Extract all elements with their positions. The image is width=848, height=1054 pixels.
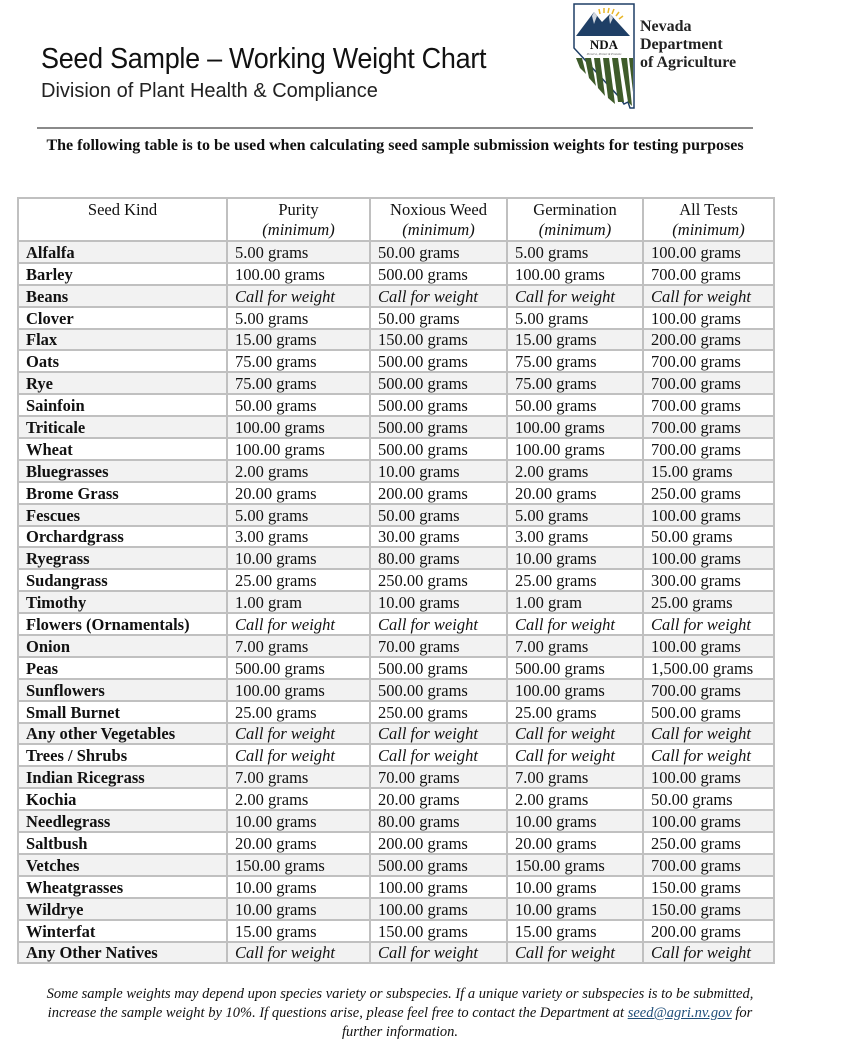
all-tests-cell: 250.00 grams xyxy=(643,482,774,504)
intro-text: The following table is to be used when calculating seed sample submission weights for testing purposes xyxy=(46,137,744,154)
column-header-label: Purity xyxy=(278,200,319,219)
all-tests-cell: 700.00 grams xyxy=(643,394,774,416)
purity-cell: 5.00 grams xyxy=(227,504,370,526)
seed-kind-cell: Saltbush xyxy=(18,832,227,854)
purity-cell: 25.00 grams xyxy=(227,569,370,591)
noxious-weed-cell: 100.00 grams xyxy=(370,876,507,898)
germination-cell: 25.00 grams xyxy=(507,569,643,591)
purity-cell: 100.00 grams xyxy=(227,438,370,460)
noxious-weed-cell: 500.00 grams xyxy=(370,394,507,416)
all-tests-cell: 100.00 grams xyxy=(643,547,774,569)
footnote-text-end: for further information. xyxy=(341,1005,753,1040)
noxious-weed-cell: 500.00 grams xyxy=(370,416,507,438)
all-tests-cell: 100.00 grams xyxy=(643,810,774,832)
all-tests-cell: 300.00 grams xyxy=(643,569,774,591)
noxious-weed-cell: 200.00 grams xyxy=(370,482,507,504)
noxious-weed-cell: 80.00 grams xyxy=(370,547,507,569)
noxious-weed-cell: 500.00 grams xyxy=(370,350,507,372)
table-row xyxy=(18,350,774,372)
seed-kind-cell: Kochia xyxy=(18,788,227,810)
svg-text:Preserve, Protect & Promote: Preserve, Protect & Promote xyxy=(586,52,622,56)
purity-cell: 3.00 grams xyxy=(227,526,370,548)
germination-cell: 25.00 grams xyxy=(507,701,643,723)
page-title: Seed Sample – Working Weight Chart xyxy=(41,43,487,75)
noxious-weed-cell: 50.00 grams xyxy=(370,504,507,526)
seed-kind-cell: Onion xyxy=(18,635,227,657)
column-header-germination xyxy=(507,198,643,241)
purity-cell: Call for weight xyxy=(227,613,370,635)
all-tests-cell: 100.00 grams xyxy=(643,635,774,657)
seed-kind-cell: Orchardgrass xyxy=(18,526,227,548)
seed-kind-cell: Wheat xyxy=(18,438,227,460)
table-row xyxy=(18,526,774,548)
logo-org-line: of Agriculture xyxy=(640,54,737,71)
germination-cell: 20.00 grams xyxy=(507,832,643,854)
purity-cell: 7.00 grams xyxy=(227,766,370,788)
logo-org-line: Department xyxy=(640,36,723,53)
seed-kind-cell: Brome Grass xyxy=(18,482,227,504)
seed-kind-cell: Clover xyxy=(18,307,227,329)
table-row xyxy=(18,482,774,504)
seed-kind-cell: Vetches xyxy=(18,854,227,876)
table-row xyxy=(18,898,774,920)
table-row xyxy=(18,854,774,876)
germination-cell: 7.00 grams xyxy=(507,766,643,788)
table-header-row xyxy=(18,198,774,241)
purity-cell: 150.00 grams xyxy=(227,854,370,876)
purity-cell: Call for weight xyxy=(227,723,370,745)
purity-cell: 1.00 gram xyxy=(227,591,370,613)
purity-cell: 5.00 grams xyxy=(227,241,370,263)
germination-cell: 100.00 grams xyxy=(507,438,643,460)
table-row xyxy=(18,547,774,569)
logo-org-name xyxy=(640,18,736,72)
noxious-weed-cell: 500.00 grams xyxy=(370,263,507,285)
germination-cell: 1.00 gram xyxy=(507,591,643,613)
germination-cell: Call for weight xyxy=(507,285,643,307)
germination-cell: 100.00 grams xyxy=(507,679,643,701)
purity-cell: Call for weight xyxy=(227,744,370,766)
all-tests-cell: 25.00 grams xyxy=(643,591,774,613)
noxious-weed-cell: 500.00 grams xyxy=(370,854,507,876)
germination-cell: 5.00 grams xyxy=(507,307,643,329)
purity-cell: 15.00 grams xyxy=(227,329,370,351)
noxious-weed-cell: 250.00 grams xyxy=(370,569,507,591)
seed-kind-cell: Small Burnet xyxy=(18,701,227,723)
purity-cell: Call for weight xyxy=(227,942,370,964)
column-header-sub: (minimum) xyxy=(672,220,745,239)
purity-cell: 100.00 grams xyxy=(227,416,370,438)
purity-cell: 7.00 grams xyxy=(227,635,370,657)
noxious-weed-cell: 20.00 grams xyxy=(370,788,507,810)
seed-kind-cell: Fescues xyxy=(18,504,227,526)
seed-kind-cell: Rye xyxy=(18,372,227,394)
germination-cell: 15.00 grams xyxy=(507,329,643,351)
seed-kind-cell: Sudangrass xyxy=(18,569,227,591)
noxious-weed-cell: 200.00 grams xyxy=(370,832,507,854)
page-subtitle: Division of Plant Health & Compliance xyxy=(41,80,378,102)
footnote-text: Some sample weights may depend upon species variety or subspecies. If a unique variety or subspecies is to be submitted, increase the sample weight by 10%. If questions arise, please feel free to contact the Department at xyxy=(46,986,754,1021)
noxious-weed-cell: 70.00 grams xyxy=(370,766,507,788)
germination-cell: 10.00 grams xyxy=(507,876,643,898)
column-header-sub: (minimum) xyxy=(538,220,612,239)
noxious-weed-cell: Call for weight xyxy=(370,613,507,635)
all-tests-cell: 700.00 grams xyxy=(643,263,774,285)
seed-kind-cell: Ryegrass xyxy=(18,547,227,569)
purity-cell: 50.00 grams xyxy=(227,394,370,416)
table-row xyxy=(18,723,774,745)
all-tests-cell: 200.00 grams xyxy=(643,920,774,942)
column-header-noxious-weed xyxy=(370,198,507,241)
germination-cell: 150.00 grams xyxy=(507,854,643,876)
table-row xyxy=(18,788,774,810)
all-tests-cell: 700.00 grams xyxy=(643,372,774,394)
germination-cell: Call for weight xyxy=(507,723,643,745)
column-header-label: Noxious Weed xyxy=(390,200,487,219)
email-link[interactable]: seed@agri.nv.gov xyxy=(627,1005,732,1021)
germination-cell: 50.00 grams xyxy=(507,394,643,416)
germination-cell: 2.00 grams xyxy=(507,788,643,810)
purity-cell: 75.00 grams xyxy=(227,350,370,372)
all-tests-cell: 100.00 grams xyxy=(643,766,774,788)
seed-kind-cell: Any other Vegetables xyxy=(18,723,227,745)
germination-cell: 100.00 grams xyxy=(507,416,643,438)
table-row xyxy=(18,810,774,832)
footnote xyxy=(30,985,770,1042)
seed-kind-cell: Any Other Natives xyxy=(18,942,227,964)
germination-cell: 10.00 grams xyxy=(507,547,643,569)
purity-cell: 2.00 grams xyxy=(227,788,370,810)
all-tests-cell: 100.00 grams xyxy=(643,241,774,263)
all-tests-cell: 700.00 grams xyxy=(643,350,774,372)
table-row xyxy=(18,744,774,766)
table-row xyxy=(18,701,774,723)
noxious-weed-cell: 10.00 grams xyxy=(370,591,507,613)
seed-kind-cell: Bluegrasses xyxy=(18,460,227,482)
table-row xyxy=(18,613,774,635)
germination-cell: 75.00 grams xyxy=(507,372,643,394)
all-tests-cell: Call for weight xyxy=(643,723,774,745)
table-row xyxy=(18,241,774,263)
table-row xyxy=(18,416,774,438)
table-row xyxy=(18,460,774,482)
seed-kind-cell: Flowers (Ornamentals) xyxy=(18,613,227,635)
noxious-weed-cell: 50.00 grams xyxy=(370,241,507,263)
table-row xyxy=(18,504,774,526)
table-body xyxy=(18,241,774,963)
seed-kind-cell: Peas xyxy=(18,657,227,679)
all-tests-cell: 1,500.00 grams xyxy=(643,657,774,679)
purity-cell: 5.00 grams xyxy=(227,307,370,329)
all-tests-cell: 250.00 grams xyxy=(643,832,774,854)
purity-cell: 100.00 grams xyxy=(227,679,370,701)
all-tests-cell: Call for weight xyxy=(643,942,774,964)
table-row xyxy=(18,766,774,788)
all-tests-cell: 700.00 grams xyxy=(643,416,774,438)
noxious-weed-cell: 50.00 grams xyxy=(370,307,507,329)
column-header-label: Germination xyxy=(533,200,617,219)
noxious-weed-cell: Call for weight xyxy=(370,285,507,307)
all-tests-cell: Call for weight xyxy=(643,744,774,766)
seed-kind-cell: Timothy xyxy=(18,591,227,613)
seed-kind-cell: Indian Ricegrass xyxy=(18,766,227,788)
all-tests-cell: 200.00 grams xyxy=(643,329,774,351)
noxious-weed-cell: 150.00 grams xyxy=(370,920,507,942)
logo-org-line: Nevada xyxy=(640,18,692,35)
seed-weight-table xyxy=(17,197,775,964)
table-row xyxy=(18,920,774,942)
purity-cell: 20.00 grams xyxy=(227,832,370,854)
germination-cell: 20.00 grams xyxy=(507,482,643,504)
purity-cell: 100.00 grams xyxy=(227,263,370,285)
noxious-weed-cell: Call for weight xyxy=(370,723,507,745)
nda-logo xyxy=(572,2,638,110)
seed-kind-cell: Alfalfa xyxy=(18,241,227,263)
noxious-weed-cell: 500.00 grams xyxy=(370,657,507,679)
table-row xyxy=(18,394,774,416)
purity-cell: 2.00 grams xyxy=(227,460,370,482)
noxious-weed-cell: 500.00 grams xyxy=(370,372,507,394)
table-row xyxy=(18,569,774,591)
seed-kind-cell: Sainfoin xyxy=(18,394,227,416)
germination-cell: 10.00 grams xyxy=(507,898,643,920)
table-row xyxy=(18,876,774,898)
all-tests-cell: 700.00 grams xyxy=(643,854,774,876)
purity-cell: 25.00 grams xyxy=(227,701,370,723)
nevada-state-logo-icon xyxy=(572,2,638,110)
all-tests-cell: 100.00 grams xyxy=(643,504,774,526)
all-tests-cell: 700.00 grams xyxy=(643,438,774,460)
column-header-purity xyxy=(227,198,370,241)
header-divider xyxy=(37,127,753,129)
germination-cell: Call for weight xyxy=(507,613,643,635)
germination-cell: 7.00 grams xyxy=(507,635,643,657)
seed-kind-cell: Oats xyxy=(18,350,227,372)
purity-cell: 500.00 grams xyxy=(227,657,370,679)
germination-cell: 75.00 grams xyxy=(507,350,643,372)
noxious-weed-cell: Call for weight xyxy=(370,744,507,766)
purity-cell: 10.00 grams xyxy=(227,898,370,920)
all-tests-cell: 500.00 grams xyxy=(643,701,774,723)
noxious-weed-cell: 10.00 grams xyxy=(370,460,507,482)
purity-cell: 20.00 grams xyxy=(227,482,370,504)
table-row xyxy=(18,942,774,964)
seed-kind-cell: Needlegrass xyxy=(18,810,227,832)
germination-cell: 10.00 grams xyxy=(507,810,643,832)
seed-kind-cell: Flax xyxy=(18,329,227,351)
all-tests-cell: Call for weight xyxy=(643,613,774,635)
noxious-weed-cell: 500.00 grams xyxy=(370,679,507,701)
purity-cell: 10.00 grams xyxy=(227,547,370,569)
all-tests-cell: 50.00 grams xyxy=(643,526,774,548)
all-tests-cell: 15.00 grams xyxy=(643,460,774,482)
noxious-weed-cell: 250.00 grams xyxy=(370,701,507,723)
seed-kind-cell: Beans xyxy=(18,285,227,307)
seed-kind-cell: Wheatgrasses xyxy=(18,876,227,898)
table-row xyxy=(18,307,774,329)
column-header-all-tests xyxy=(643,198,774,241)
purity-cell: 15.00 grams xyxy=(227,920,370,942)
table-row xyxy=(18,285,774,307)
column-header-sub: (minimum) xyxy=(262,220,335,239)
table-row xyxy=(18,263,774,285)
germination-cell: 5.00 grams xyxy=(507,504,643,526)
table-row xyxy=(18,635,774,657)
purity-cell: 10.00 grams xyxy=(227,876,370,898)
germination-cell: 2.00 grams xyxy=(507,460,643,482)
seed-kind-cell: Triticale xyxy=(18,416,227,438)
germination-cell: 100.00 grams xyxy=(507,263,643,285)
all-tests-cell: 150.00 grams xyxy=(643,898,774,920)
germination-cell: 500.00 grams xyxy=(507,657,643,679)
noxious-weed-cell: 80.00 grams xyxy=(370,810,507,832)
seed-kind-cell: Trees / Shrubs xyxy=(18,744,227,766)
noxious-weed-cell: 30.00 grams xyxy=(370,526,507,548)
germination-cell: 15.00 grams xyxy=(507,920,643,942)
table-row xyxy=(18,438,774,460)
column-header-seed-kind: Seed Kind xyxy=(18,198,227,241)
germination-cell: 5.00 grams xyxy=(507,241,643,263)
noxious-weed-cell: 150.00 grams xyxy=(370,329,507,351)
table-row xyxy=(18,657,774,679)
seed-kind-cell: Wildrye xyxy=(18,898,227,920)
all-tests-cell: 100.00 grams xyxy=(643,307,774,329)
column-header-label: All Tests xyxy=(679,200,738,219)
noxious-weed-cell: 500.00 grams xyxy=(370,438,507,460)
seed-kind-cell: Barley xyxy=(18,263,227,285)
table-row xyxy=(18,329,774,351)
all-tests-cell: Call for weight xyxy=(643,285,774,307)
column-header-sub: (minimum) xyxy=(402,220,475,239)
svg-text:NDA: NDA xyxy=(589,37,619,52)
table-row xyxy=(18,679,774,701)
germination-cell: Call for weight xyxy=(507,942,643,964)
purity-cell: Call for weight xyxy=(227,285,370,307)
germination-cell: Call for weight xyxy=(507,744,643,766)
table-row xyxy=(18,832,774,854)
noxious-weed-cell: Call for weight xyxy=(370,942,507,964)
all-tests-cell: 150.00 grams xyxy=(643,876,774,898)
all-tests-cell: 700.00 grams xyxy=(643,679,774,701)
germination-cell: 3.00 grams xyxy=(507,526,643,548)
table-row xyxy=(18,372,774,394)
purity-cell: 10.00 grams xyxy=(227,810,370,832)
noxious-weed-cell: 100.00 grams xyxy=(370,898,507,920)
purity-cell: 75.00 grams xyxy=(227,372,370,394)
noxious-weed-cell: 70.00 grams xyxy=(370,635,507,657)
seed-kind-cell: Sunflowers xyxy=(18,679,227,701)
seed-kind-cell: Winterfat xyxy=(18,920,227,942)
table-row xyxy=(18,591,774,613)
all-tests-cell: 50.00 grams xyxy=(643,788,774,810)
